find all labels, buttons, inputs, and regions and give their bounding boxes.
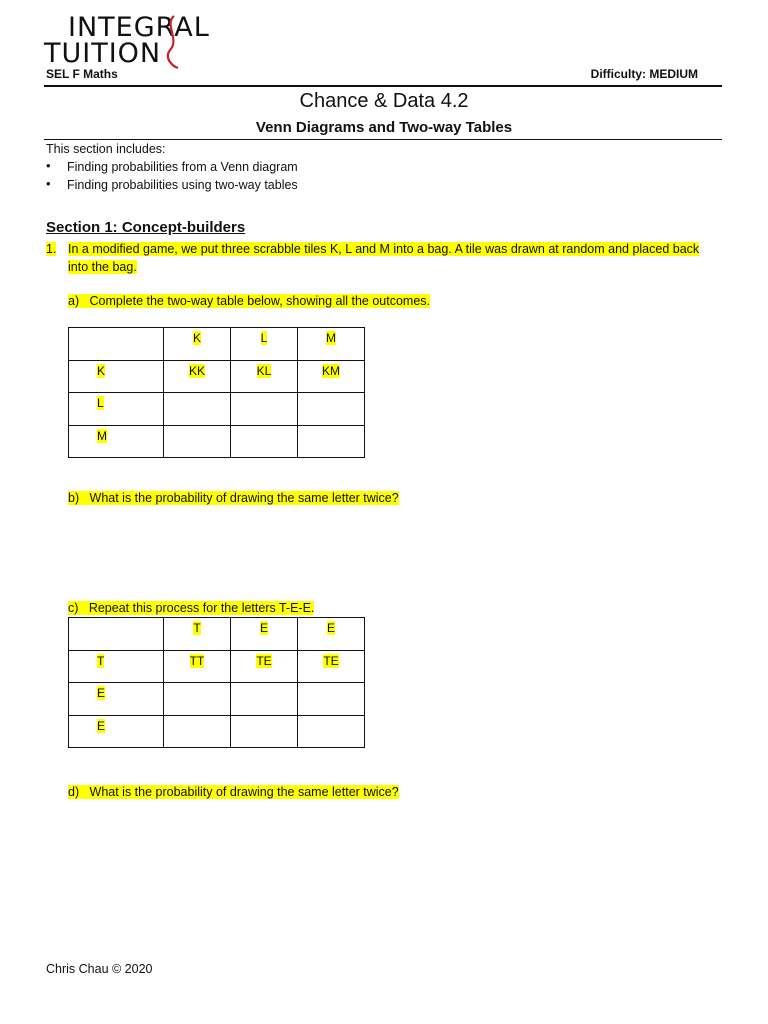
table-cell[interactable] — [298, 618, 365, 651]
bullet-icon: • — [46, 176, 51, 191]
table-cell[interactable] — [231, 715, 298, 748]
cell-value: TE — [323, 653, 339, 668]
cell-value: KK — [188, 363, 205, 378]
bullet-icon: • — [46, 158, 51, 173]
table-cell[interactable] — [231, 650, 298, 683]
title-rule — [44, 139, 722, 140]
table-row — [69, 393, 365, 426]
header-rule — [44, 85, 722, 87]
table-cell[interactable] — [164, 715, 231, 748]
column-header: E — [326, 621, 335, 635]
column-header: M — [326, 331, 336, 345]
row-header: M — [97, 428, 107, 443]
table-cell[interactable] — [231, 360, 298, 393]
two-way-table-tee — [68, 617, 365, 748]
column-header: L — [260, 331, 268, 345]
column-header: K — [192, 331, 201, 345]
table-cell[interactable] — [69, 393, 164, 426]
table-cell[interactable] — [231, 328, 298, 361]
two-way-table-klm — [68, 327, 365, 458]
logo-swoosh-icon — [160, 14, 182, 70]
table-cell[interactable] — [298, 683, 365, 716]
table-cell[interactable] — [298, 328, 365, 361]
table-row — [69, 618, 365, 651]
part-b: b) What is the probability of drawing the same letter twice? — [68, 491, 399, 505]
row-header: E — [97, 718, 106, 733]
table-cell[interactable] — [164, 393, 231, 426]
table-row — [69, 715, 365, 748]
table-row — [69, 328, 365, 361]
table-cell[interactable] — [231, 393, 298, 426]
header-course: SEL F Maths — [46, 67, 118, 81]
part-c: c) Repeat this process for the letters T-E-E. — [68, 601, 315, 615]
column-header: T — [193, 621, 201, 635]
table-cell[interactable] — [231, 683, 298, 716]
footer-copyright: Chris Chau © 2020 — [46, 962, 153, 976]
table-cell[interactable] — [164, 618, 231, 651]
part-a: a) Complete the two-way table below, showing all the outcomes. — [68, 294, 430, 308]
row-header: T — [97, 653, 105, 668]
cell-value: KL — [256, 363, 272, 378]
table-cell[interactable] — [69, 715, 164, 748]
intro-lead: This section includes: — [46, 142, 166, 156]
question-line-2: into the bag. — [68, 260, 137, 274]
table-cell[interactable] — [231, 618, 298, 651]
table-row — [69, 425, 365, 458]
table-cell[interactable] — [298, 425, 365, 458]
table-cell[interactable] — [164, 328, 231, 361]
section-heading: Section 1: Concept-builders — [46, 219, 246, 236]
question-line-1: In a modified game, we put three scrabble tiles K, L and M into a bag. A tile was drawn at random and placed back — [68, 242, 700, 256]
row-header: L — [97, 396, 104, 410]
table-cell[interactable] — [69, 683, 164, 716]
table-row — [69, 683, 365, 716]
table-cell[interactable] — [69, 328, 164, 361]
table-cell[interactable] — [164, 425, 231, 458]
row-header: K — [97, 363, 106, 378]
table-cell[interactable] — [231, 425, 298, 458]
logo-line1: INTEGRAL — [68, 12, 210, 43]
intro-bullet-1: Finding probabilities from a Venn diagram — [67, 160, 298, 174]
question-number: 1. — [46, 242, 57, 256]
table-cell[interactable] — [298, 715, 365, 748]
table-cell[interactable] — [164, 360, 231, 393]
intro-bullet-2: Finding probabilities using two-way tables — [67, 178, 298, 192]
cell-value: TE — [256, 653, 272, 668]
row-header: E — [97, 686, 106, 700]
cell-value: KM — [322, 363, 340, 378]
table-row — [69, 650, 365, 683]
table-cell[interactable] — [69, 650, 164, 683]
table-cell[interactable] — [298, 360, 365, 393]
header-difficulty: Difficulty: MEDIUM — [590, 67, 698, 81]
page-title: Chance & Data 4.2 — [299, 90, 469, 112]
table-cell[interactable] — [69, 618, 164, 651]
logo-line2: TUITION — [44, 38, 162, 69]
table-cell[interactable] — [69, 425, 164, 458]
table-cell[interactable] — [298, 393, 365, 426]
part-d: d) What is the probability of drawing the same letter twice? — [68, 785, 399, 799]
table-cell[interactable] — [298, 650, 365, 683]
table-cell[interactable] — [69, 360, 164, 393]
table-row — [69, 360, 365, 393]
cell-value: TT — [189, 653, 205, 668]
page-subtitle: Venn Diagrams and Two-way Tables — [255, 119, 513, 136]
column-header: E — [259, 621, 268, 635]
table-cell[interactable] — [164, 683, 231, 716]
table-cell[interactable] — [164, 650, 231, 683]
